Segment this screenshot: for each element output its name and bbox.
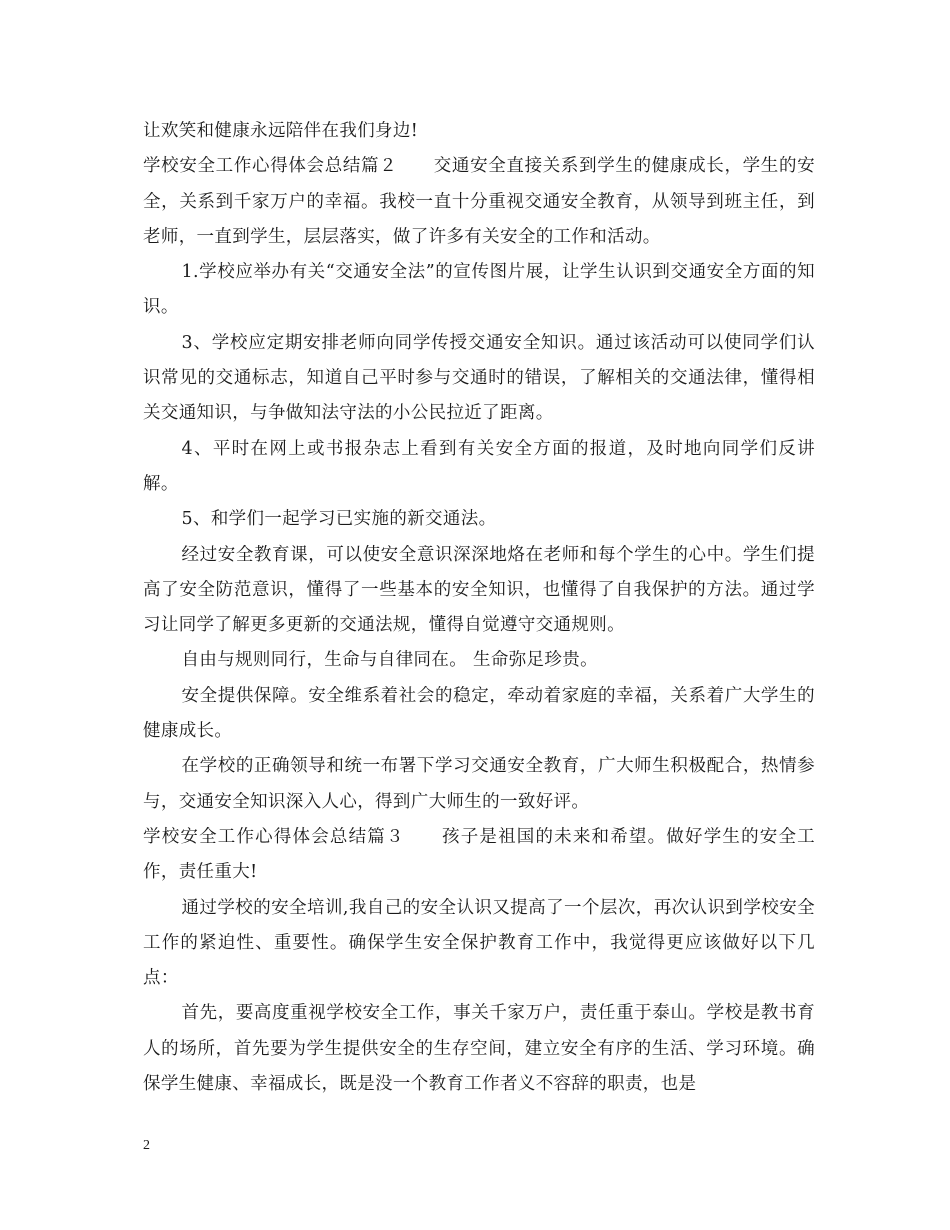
section-heading-part-3: 学校安全工作心得体会总结篇３ 孩子是祖国的未来和希望。做好学生的安全工作，责任重大! <box>143 826 815 883</box>
page-number: 2 <box>143 1138 150 1153</box>
list-item-1: 1.学校应举办有关“交通安全法”的宣传图片展，让学生认识到交通安全方面的知识。 <box>143 262 815 318</box>
list-item-4: 4、平时在网上或书报杂志上看到有关安全方面的报道，及时地向同学们反讲解。 <box>143 438 815 494</box>
list-item-5: 5、和学们一起学习已实施的新交通法。 <box>181 509 497 530</box>
section-heading-part-2: 学校安全工作心得体会总结篇２ 交通安全直接关系到学生的健康成长，学生的安全，关系到千家万户的幸福。我校一直十分重视交通安全教育，从领导到班主任，到老师，一直到学生，层层落实，做了许多有关安全的工作和活动。 <box>143 156 815 247</box>
paragraph-safety-guarantee: 安全提供保障。安全维系着社会的稳定，牵动着家庭的幸福，关系着广大学生的健康成长。 <box>143 685 815 742</box>
list-item-3: 3、学校应定期安排老师向同学传授交通安全知识。通过该活动可以使同学们认识常见的交通标志，知道自己平时参与交通时的错误，了解相关的交通法律，懂得相关交通知识，与争做知法守法的小公民拉近了距离。 <box>143 332 815 424</box>
document-body <box>143 114 815 1102</box>
paragraph-safety-education: 经过安全教育课，可以使安全意识深深地烙在老师和每个学生的心中。学生们提高了安全防范意识，懂得了一些基本的安全知识，也懂得了自我保护的方法。通过学习让同学了解更多更新的交通法规，懂得自觉遵守交通规则。 <box>143 544 815 636</box>
paragraph-continuation: 让欢笑和健康永远陪伴在我们身边! <box>143 121 419 141</box>
paragraph-first-point: 首先，要高度重视学校安全工作，事关千家万户，责任重于泰山。学校是教书育人的场所，首先要为学生提供安全的生存空间，建立安全有序的生活、学习环境。确保学生健康、幸福成长，既是没一个教育工作者义不容辞的职责，也是 <box>143 1003 815 1095</box>
paragraph-safety-training: 通过学校的安全培训,我自己的安全认识又提高了一个层次，再次认识到学校安全工作的紧迫性、重要性。确保学生安全保护教育工作中，我觉得更应该做好以下几点： <box>143 897 815 989</box>
paragraph-freedom-rules: 自由与规则同行，生命与自律同在。 生命弥足珍贵。 <box>181 650 598 671</box>
paragraph-school-leadership: 在学校的正确领导和统一布署下学习交通安全教育，广大师生积极配合，热情参与，交通安全知识深入人心，得到广大师生的一致好评。 <box>143 756 815 812</box>
